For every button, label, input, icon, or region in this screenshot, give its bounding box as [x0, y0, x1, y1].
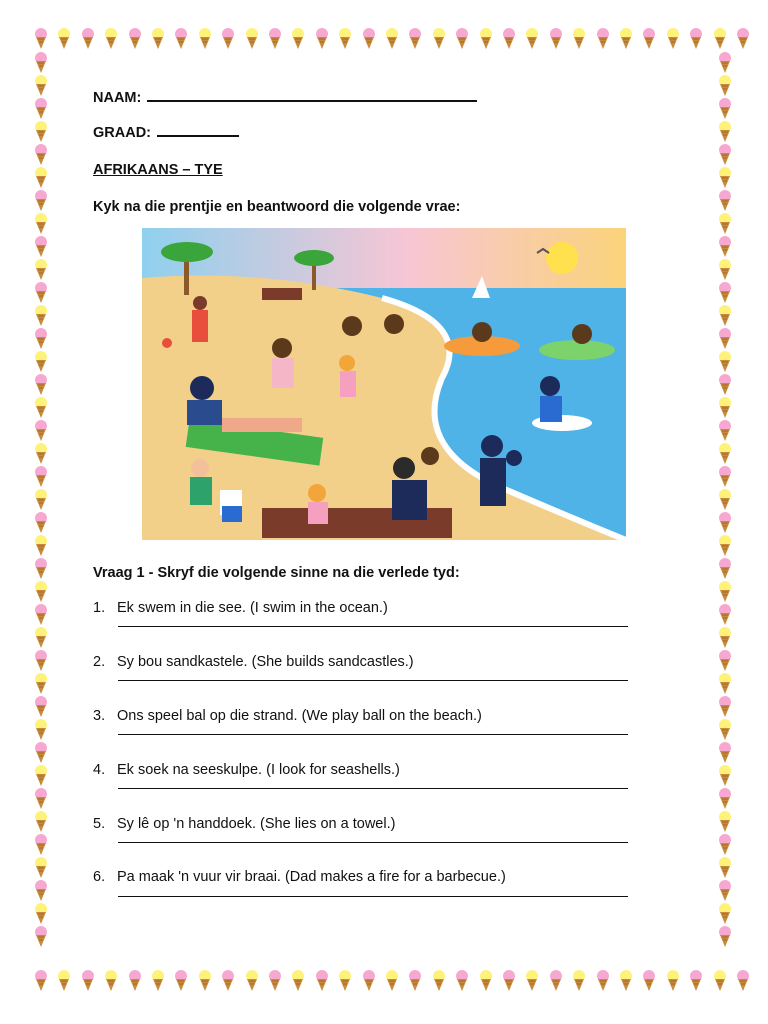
ice-cream-cone-icon [34, 788, 48, 810]
ice-cream-cone-icon [718, 213, 732, 235]
naam-field[interactable] [93, 90, 477, 106]
ice-cream-cone-icon [104, 28, 118, 50]
ice-cream-cone-icon [34, 535, 48, 557]
ice-cream-cone-icon [432, 970, 446, 992]
ice-cream-cone-icon [362, 970, 376, 992]
palm-leaves [161, 242, 213, 262]
ice-cream-cone-icon [525, 970, 539, 992]
question-number: 6. [93, 869, 106, 885]
answer-line-4[interactable] [118, 788, 628, 789]
ice-cream-cone-icon [718, 259, 732, 281]
ice-cream-cone-icon [718, 167, 732, 189]
ice-cream-cone-icon [596, 28, 610, 50]
ice-cream-cone-icon [34, 581, 48, 603]
person-head [190, 376, 214, 400]
ice-cream-cone-icon [34, 75, 48, 97]
question-text: Sy lê op 'n handdoek. (She lies on a towel.) [117, 816, 396, 832]
graad-blank-line[interactable] [157, 134, 239, 137]
ice-cream-cone-icon [34, 144, 48, 166]
ice-cream-cone-icon [718, 512, 732, 534]
border-top [0, 28, 768, 58]
ice-cream-cone-icon [174, 970, 188, 992]
ice-cream-cone-icon [718, 926, 732, 948]
person-walking [192, 310, 208, 342]
ice-cream-cone-icon [34, 305, 48, 327]
ice-cream-cone-icon [718, 420, 732, 442]
ice-cream-cone-icon [718, 443, 732, 465]
question-item-4 [93, 762, 400, 778]
ice-cream-cone-icon [34, 558, 48, 580]
ice-cream-cone-icon [718, 282, 732, 304]
ice-cream-cone-icon [596, 970, 610, 992]
ice-cream-cone-icon [174, 28, 188, 50]
ice-cream-cone-icon [432, 28, 446, 50]
sun-icon [546, 242, 578, 274]
ice-cream-cone-icon [718, 144, 732, 166]
question-number: 1. [93, 600, 106, 616]
ice-cream-cone-icon [34, 834, 48, 856]
ice-cream-cone-icon [689, 970, 703, 992]
ice-cream-cone-icon [34, 512, 48, 534]
crab-icon [162, 338, 172, 348]
answer-line-5[interactable] [118, 842, 628, 843]
border-left [34, 0, 64, 1024]
graad-field[interactable] [93, 125, 239, 141]
question-number: 2. [93, 654, 106, 670]
ice-cream-cone-icon [642, 28, 656, 50]
ice-cream-cone-icon [718, 374, 732, 396]
ice-cream-cone-icon [34, 397, 48, 419]
ice-cream-cone-icon [718, 351, 732, 373]
ice-cream-cone-icon [549, 970, 563, 992]
dad-sitting [392, 480, 427, 520]
ice-cream-cone-icon [34, 52, 48, 74]
question-number: 4. [93, 762, 106, 778]
ice-cream-cone-icon [34, 880, 48, 902]
ice-cream-cone-icon [718, 696, 732, 718]
ice-cream-cone-icon [34, 765, 48, 787]
ice-cream-cone-icon [718, 742, 732, 764]
ice-cream-cone-icon [718, 857, 732, 879]
ice-cream-cone-icon [718, 811, 732, 833]
ice-cream-cone-icon [619, 28, 633, 50]
ice-cream-cone-icon [642, 970, 656, 992]
ice-cream-cone-icon [34, 604, 48, 626]
child-building [190, 477, 212, 505]
child-sitting [272, 358, 294, 388]
ice-cream-cone-icon [198, 970, 212, 992]
ice-cream-cone-icon [34, 903, 48, 925]
instruction-text: Kyk na die prentjie en beantwoord die volgende vrae: [93, 199, 461, 215]
ice-cream-cone-icon [385, 970, 399, 992]
ice-cream-cone-icon [34, 650, 48, 672]
ice-cream-cone-icon [34, 420, 48, 442]
woman-legs [222, 418, 302, 432]
ice-cream-cone-icon [338, 28, 352, 50]
mom-head [481, 435, 503, 457]
picnic-blanket [262, 288, 302, 300]
ice-cream-cone-icon [718, 627, 732, 649]
graad-label: GRAAD: [93, 125, 151, 141]
ice-cream-cone-icon [455, 970, 469, 992]
ice-cream-cone-icon [34, 489, 48, 511]
swimmer-head [472, 322, 492, 342]
woman-hat-head [540, 376, 560, 396]
naam-blank-line[interactable] [147, 99, 477, 102]
ice-cream-cone-icon [128, 28, 142, 50]
question-number: 3. [93, 708, 106, 724]
woman-on-towel [187, 400, 222, 425]
ice-cream-cone-icon [198, 28, 212, 50]
ice-cream-cone-icon [718, 558, 732, 580]
question-item-2 [93, 654, 414, 670]
dad-head [393, 457, 415, 479]
ice-cream-cone-icon [34, 328, 48, 350]
question-item-5 [93, 816, 395, 832]
palm-leaves [294, 250, 334, 266]
ice-cream-cone-icon [104, 970, 118, 992]
ice-cream-cone-icon [718, 880, 732, 902]
ice-cream-cone-icon [338, 970, 352, 992]
question-text: Ek soek na seeskulpe. (I look for seashells.) [117, 762, 400, 778]
ice-cream-cone-icon [408, 970, 422, 992]
beach-scene-svg [142, 228, 626, 540]
ice-cream-cone-icon [34, 719, 48, 741]
ice-cream-cone-icon [385, 28, 399, 50]
ice-cream-cone-icon [34, 443, 48, 465]
border-bottom [0, 970, 768, 1000]
naam-label: NAAM: [93, 90, 142, 106]
question-item-3 [93, 708, 482, 724]
ice-cream-cone-icon [718, 75, 732, 97]
ice-cream-cone-icon [315, 28, 329, 50]
ice-cream-cone-icon [362, 28, 376, 50]
ice-cream-cone-icon [718, 489, 732, 511]
child-head [191, 459, 209, 477]
ice-cream-cone-icon [315, 970, 329, 992]
ice-cream-cone-icon [718, 719, 732, 741]
ice-cream-cone-icon [34, 627, 48, 649]
subject-title: AFRIKAANS – TYE [93, 162, 223, 178]
ice-cream-cone-icon [455, 28, 469, 50]
ice-cream-cone-icon [221, 28, 235, 50]
ice-cream-cone-icon [34, 926, 48, 948]
ice-cream-cone-icon [525, 28, 539, 50]
ice-cream-cone-icon [572, 970, 586, 992]
ice-cream-cone-icon [479, 970, 493, 992]
ice-cream-cone-icon [718, 903, 732, 925]
question-text: Pa maak 'n vuur vir braai. (Dad makes a fire for a barbecue.) [117, 869, 506, 885]
ice-cream-cone-icon [718, 236, 732, 258]
ice-cream-cone-icon [718, 788, 732, 810]
ice-cream-cone-icon [291, 970, 305, 992]
ice-cream-cone-icon [689, 28, 703, 50]
ice-cream-cone-icon [408, 28, 422, 50]
ice-cream-cone-icon [128, 970, 142, 992]
ice-cream-cone-icon [549, 28, 563, 50]
ice-cream-cone-icon [34, 857, 48, 879]
answer-line-1[interactable] [118, 626, 628, 627]
toddler [308, 502, 328, 524]
ice-cream-cone-icon [718, 673, 732, 695]
ice-cream-cone-icon [718, 834, 732, 856]
ice-cream-cone-icon [34, 466, 48, 488]
ice-cream-cone-icon [718, 466, 732, 488]
ice-cream-cone-icon [268, 970, 282, 992]
ice-cream-cone-icon [34, 259, 48, 281]
ice-cream-cone-icon [81, 970, 95, 992]
question-text: Ons speel bal op die strand. (We play ball on the beach.) [117, 708, 482, 724]
ice-cream-cone-icon [718, 328, 732, 350]
ice-cream-cone-icon [34, 236, 48, 258]
bucket-icon [222, 506, 242, 522]
person-head [193, 296, 207, 310]
ice-cream-cone-icon [34, 121, 48, 143]
ice-cream-cone-icon [245, 970, 259, 992]
woman-in-water [540, 396, 562, 422]
child-head [272, 338, 292, 358]
ice-cream-cone-icon [718, 765, 732, 787]
toddler-head [308, 484, 326, 502]
ice-cream-cone-icon [34, 282, 48, 304]
ice-cream-cone-icon [718, 305, 732, 327]
ice-cream-cone-icon [221, 970, 235, 992]
answer-line-6[interactable] [118, 896, 628, 897]
answer-line-3[interactable] [118, 734, 628, 735]
question-1-title: Vraag 1 - Skryf die volgende sinne na die verlede tyd: [93, 565, 460, 581]
question-item-6 [93, 869, 506, 885]
ice-cream-cone-icon [718, 52, 732, 74]
swim-ring [539, 340, 615, 360]
ice-cream-cone-icon [502, 28, 516, 50]
ice-cream-cone-icon [34, 374, 48, 396]
ice-cream-cone-icon [718, 604, 732, 626]
question-item-1 [93, 600, 388, 616]
ice-cream-cone-icon [718, 190, 732, 212]
ice-cream-cone-icon [34, 98, 48, 120]
mom-standing [480, 458, 506, 506]
ice-cream-cone-icon [619, 970, 633, 992]
ice-cream-cone-icon [666, 28, 680, 50]
ice-cream-cone-icon [718, 650, 732, 672]
ice-cream-cone-icon [572, 28, 586, 50]
ice-cream-cone-icon [34, 742, 48, 764]
ice-cream-cone-icon [718, 397, 732, 419]
ice-cream-cone-icon [34, 351, 48, 373]
border-right [718, 0, 748, 1024]
ice-cream-cone-icon [479, 28, 493, 50]
swimmer-head [384, 314, 404, 334]
ice-cream-cone-icon [718, 581, 732, 603]
beach-scene-illustration [142, 228, 626, 540]
swimmer-head [342, 316, 362, 336]
ice-cream-cone-icon [34, 190, 48, 212]
girl-on-shoulder-head [421, 447, 439, 465]
ice-cream-cone-icon [151, 28, 165, 50]
ice-cream-cone-icon [151, 970, 165, 992]
ice-cream-cone-icon [81, 28, 95, 50]
ice-cream-cone-icon [718, 121, 732, 143]
girl-head [339, 355, 355, 371]
swimmer-head [572, 324, 592, 344]
ice-cream-cone-icon [718, 535, 732, 557]
ice-cream-cone-icon [34, 167, 48, 189]
ice-cream-cone-icon [291, 28, 305, 50]
answer-line-2[interactable] [118, 680, 628, 681]
ice-cream-cone-icon [34, 213, 48, 235]
ice-cream-cone-icon [502, 970, 516, 992]
ice-cream-cone-icon [34, 811, 48, 833]
question-text: Ek swem in die see. (I swim in the ocean.) [117, 600, 388, 616]
ice-cream-cone-icon [718, 98, 732, 120]
baby-head [506, 450, 522, 466]
ice-cream-cone-icon [268, 28, 282, 50]
ice-cream-cone-icon [666, 970, 680, 992]
question-number: 5. [93, 816, 106, 832]
question-text: Sy bou sandkastele. (She builds sandcastles.) [117, 654, 414, 670]
ice-cream-cone-icon [34, 673, 48, 695]
ice-cream-cone-icon [245, 28, 259, 50]
ice-cream-cone-icon [34, 696, 48, 718]
girl-standing [340, 371, 356, 397]
